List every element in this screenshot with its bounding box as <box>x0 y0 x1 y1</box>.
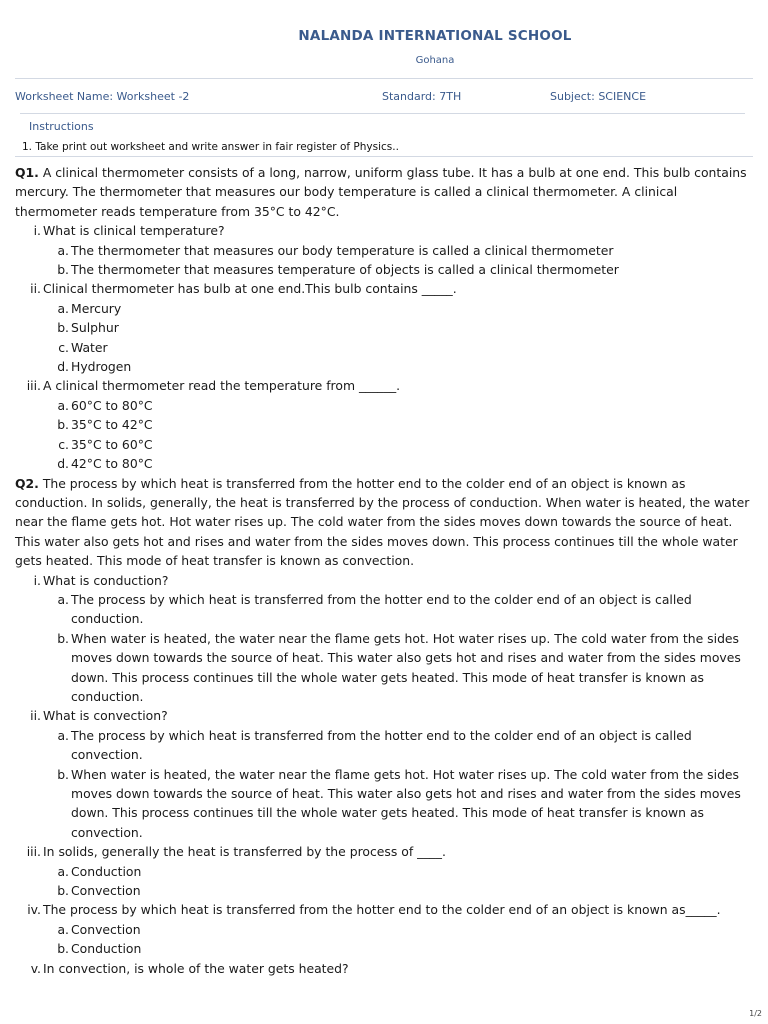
option-letter: a. <box>57 300 69 316</box>
option-text: 35°C to 60°C <box>71 436 153 452</box>
option-letter: a. <box>57 591 69 607</box>
option-text: The thermometer that measures our body temperature is called a clinical thermometer <box>71 242 614 258</box>
instruction-item: 1. Take print out worksheet and write answer in fair register of Physics.. <box>22 141 399 153</box>
sub-question <box>15 279 753 298</box>
option-letter: c. <box>58 339 69 355</box>
answer-option <box>15 726 753 765</box>
sub-question-text: In solids, generally the heat is transferred by the process of ____. <box>43 844 446 860</box>
sub-question-number: iii. <box>26 378 41 394</box>
passage-text: A clinical thermometer consists of a long, narrow, uniform glass tube. It has a bulb at one end. This bulb contains mercury. The thermometer that measures our body temperature is called a clinical thermometer. A clinical thermometer reads temperature from 35°C to 42°C. <box>15 165 747 219</box>
option-letter: b. <box>57 417 69 433</box>
option-text: The process by which heat is transferred from the hotter end to the colder end of an object is called convection. <box>71 727 692 763</box>
sub-question <box>15 221 753 240</box>
answer-option <box>15 590 753 629</box>
option-letter: b. <box>57 630 69 646</box>
passage-text: The process by which heat is transferred from the hotter end to the colder end of an object is known as conduction. In solids, generally, the heat is transferred by the process of conduction. When water is heated, the water near the flame gets hot. Hot water rises up. The cold water from the sides moves down towards the source of heat. This water also gets hot and rises and water from the sides moves down. This process continues till the whole water gets heated. This mode of heat transfer is known as convection. <box>15 475 750 569</box>
sub-question-text: The process by which heat is transferred from the hotter end to the colder end of an object is known as_____. <box>43 902 721 918</box>
worksheet-meta <box>15 79 753 113</box>
answer-option <box>15 881 753 900</box>
option-text: 42°C to 80°C <box>71 456 153 472</box>
question-passage <box>15 163 753 221</box>
page-number: 1/2 <box>749 1009 762 1018</box>
answer-option <box>15 629 753 707</box>
option-text: The thermometer that measures temperature of objects is called a clinical thermometer <box>71 262 619 278</box>
option-letter: c. <box>58 436 69 452</box>
option-text: Sulphur <box>71 320 119 336</box>
option-text: Hydrogen <box>71 359 132 375</box>
option-letter: d. <box>57 359 69 375</box>
option-letter: a. <box>57 727 69 743</box>
option-text: The process by which heat is transferred from the hotter end to the colder end of an object is called conduction. <box>71 591 692 627</box>
worksheet-page <box>15 0 753 978</box>
option-text: Mercury <box>71 300 122 316</box>
questions-list <box>15 163 753 978</box>
answer-option <box>15 435 753 454</box>
answer-option <box>15 338 753 357</box>
sub-question-number: i. <box>33 572 41 588</box>
sub-question-number: v. <box>30 960 41 976</box>
option-letter: a. <box>57 921 69 937</box>
option-text: 35°C to 42°C <box>71 417 153 433</box>
instructions-title: Instructions <box>29 120 94 133</box>
option-letter: b. <box>57 320 69 336</box>
option-letter: d. <box>57 456 69 472</box>
sub-question-text: What is clinical temperature? <box>43 223 225 239</box>
answer-option <box>15 939 753 958</box>
sub-question <box>15 842 753 861</box>
option-text: When water is heated, the water near the flame gets hot. Hot water rises up. The cold water from the sides moves down towards the source of heat. This water also gets hot and rises and water from the sides moves down. This process continues till the whole water gets heated. This mode of heat transfer is known as convection. <box>71 766 741 840</box>
sub-question-text: Clinical thermometer has bulb at one end.This bulb contains _____. <box>43 281 457 297</box>
sub-question-text: A clinical thermometer read the temperature from ______. <box>43 378 401 394</box>
option-letter: a. <box>57 863 69 879</box>
sub-question-text: What is conduction? <box>43 572 169 588</box>
option-text: Conduction <box>71 941 142 957</box>
option-text: Convection <box>71 883 141 899</box>
option-text: Convection <box>71 921 141 937</box>
answer-option <box>15 318 753 337</box>
sub-question-number: ii. <box>30 708 41 724</box>
option-letter: a. <box>57 242 69 258</box>
sub-question <box>15 376 753 395</box>
answer-option <box>15 415 753 434</box>
option-letter: b. <box>57 883 69 899</box>
option-letter: b. <box>57 262 69 278</box>
school-city: Gohana <box>415 55 455 66</box>
question-number: Q1. <box>15 165 39 180</box>
answer-option <box>15 299 753 318</box>
option-text: When water is heated, the water near the flame gets hot. Hot water rises up. The cold water from the sides moves down towards the source of heat. This water also gets hot and rises and water from the sides moves down. This process continues till the whole water gets heated. This mode of heat transfer is known as conduction. <box>71 630 741 704</box>
question-number: Q2. <box>15 475 39 491</box>
answer-option <box>15 862 753 881</box>
option-text: Conduction <box>71 863 142 879</box>
school-name: NALANDA INTERNATIONAL SCHOOL <box>298 28 572 44</box>
answer-option <box>15 241 753 260</box>
sub-question-number: iv. <box>27 902 41 918</box>
sub-question <box>15 571 753 590</box>
sub-question-text: In convection, is whole of the water gets heated? <box>43 960 349 976</box>
sub-question <box>15 900 753 919</box>
sub-question <box>15 706 753 725</box>
standard-label: Standard: 7TH <box>382 90 462 103</box>
option-text: Water <box>71 339 108 355</box>
answer-option <box>15 765 753 843</box>
sub-question-number: iii. <box>26 844 41 860</box>
sub-question-number: i. <box>33 223 41 239</box>
answer-option <box>15 454 753 473</box>
divider <box>20 113 745 114</box>
answer-option <box>15 260 753 279</box>
answer-option <box>15 396 753 415</box>
answer-option <box>15 357 753 376</box>
sub-question <box>15 959 753 978</box>
sub-question-number: ii. <box>30 281 41 297</box>
option-letter: b. <box>57 941 69 957</box>
subject-label: Subject: SCIENCE <box>550 90 647 103</box>
question-passage <box>15 474 753 571</box>
option-letter: a. <box>57 397 69 413</box>
option-text: 60°C to 80°C <box>71 397 153 413</box>
option-letter: b. <box>57 766 69 782</box>
answer-option <box>15 920 753 939</box>
divider <box>15 156 753 157</box>
worksheet-name: Worksheet Name: Worksheet -2 <box>15 90 190 103</box>
sub-question-text: What is convection? <box>43 708 168 724</box>
